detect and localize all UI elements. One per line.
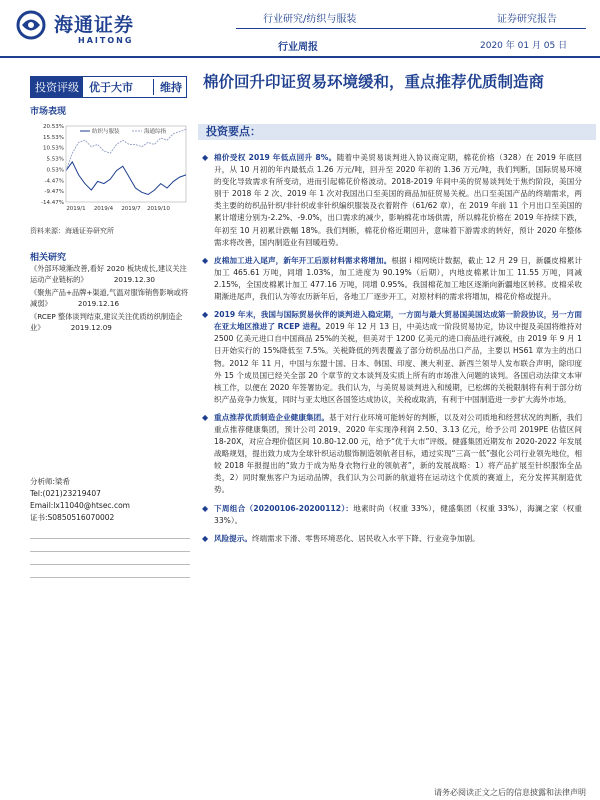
- y-tick-label: 5.53%: [46, 156, 64, 163]
- key-point-paragraph: [200, 152, 582, 249]
- analyst-blank-lines: [30, 538, 190, 590]
- paragraph-heading: 下周组合（20200106-20200112）：: [214, 503, 354, 513]
- plot-area: [66, 126, 186, 202]
- analyst-tel: Tel:(021)23219407: [30, 489, 101, 498]
- related-item-text: 《聚焦产品+品牌+渠道,气温对服饰销售影响或将减弱》: [30, 288, 189, 308]
- x-tick-label: 2019/1: [66, 206, 86, 212]
- paragraph-text: 根据 i 棉网统计数据，截止 12 月 29 日，新疆皮棉累计加工 465.61 万吨，同增 1.03%，加工进度为 90.19%（后期），内地皮棉累计加工 11.55 万吨，同减 2.15%，全国皮棉累计加工 477.16 万吨，同增 0.95%。我国棉花加工地区逐渐向新疆地区转移。皮棉采收期渐进尾声，我们认为等农历新年后，各地工厂逐步开工，对原材料的需求将增加，棉花价格或提升。: [214, 255, 582, 302]
- bullet-icon: ◆: [202, 255, 209, 265]
- key-point-paragraph: [200, 503, 582, 527]
- haitong-logo-icon: [16, 10, 46, 40]
- analyst-email[interactable]: Email:lx11040@htsec.com: [30, 501, 130, 510]
- x-tick-label: 2019/4: [93, 206, 114, 212]
- series-line: [66, 129, 186, 170]
- series-line: [66, 162, 186, 195]
- x-tick-label: 2019/7: [121, 206, 141, 212]
- report-label: 证券研究报告: [497, 14, 557, 25]
- page-title: 棉价回升印证贸易环境缓和，重点推荐优质制造商: [203, 73, 545, 91]
- footer-disclaimer[interactable]: 请务必阅读正文之后的信息披露和法律声明: [434, 788, 586, 797]
- y-tick-label: 15.53%: [43, 134, 64, 141]
- header-rule: [0, 56, 600, 58]
- paragraph-text: 终端需求下滑、零售环境恶化、居民收入水平下降、行业竞争加剧。: [251, 533, 480, 543]
- related-item-date: 2019.12.09: [70, 322, 112, 332]
- key-point-paragraph: [200, 412, 582, 497]
- related-item-text: 《RCEP 整体谈判结束,建议关注优质纺织制造企业》: [30, 312, 183, 332]
- report-date: 2020 年 01 月 05 日: [480, 41, 568, 51]
- key-point-paragraph: [200, 533, 582, 545]
- y-tick-label: -14.47%: [41, 200, 64, 206]
- related-item[interactable]: [30, 288, 190, 309]
- paragraph-heading: 重点推荐优质制造企业健康集团。: [214, 412, 330, 422]
- bullet-icon: ◆: [202, 412, 209, 422]
- analyst-name: 分析师:梁希: [30, 477, 71, 486]
- paragraph-heading: 棉价受权 2019 年低点回升 8%。: [214, 153, 337, 162]
- analyst-cert: 证书:S0850516070002: [30, 513, 115, 522]
- related-title: 相关研究: [30, 253, 67, 263]
- bullet-icon: ◆: [202, 310, 209, 320]
- rating-label: 投资评级: [31, 77, 83, 97]
- key-point-paragraph: [200, 309, 582, 406]
- y-tick-label: 0.53%: [46, 167, 64, 174]
- x-tick-label: 2019/10: [147, 206, 170, 212]
- bullet-icon: ◆: [202, 503, 209, 513]
- paragraph-heading: 皮棉加工进入尾声，新年开工后原材料需求将增加。: [214, 255, 392, 265]
- analyst-info: [30, 476, 130, 524]
- y-tick-label: -9.47%: [44, 189, 64, 196]
- related-item-date: 2019.12.30: [113, 274, 155, 284]
- paragraph-text: 随着中美贸易谈判进入协议商定期，棉花价格（328）在 2019 年底回升，从 10 月初的年内最低点 1.26 万元/吨，回升至 2020 年初的 1.36 万元/吨，我们判断，国际贸易环境的变化导致需求有所变动，进而引起棉花价格波动。2018-2019 年间中美的贸易谈判处于焦灼阶段，美国分别于 2018 年 2 次、2019 年 1 次对我国出口至美国的商品加征贸易关税。出口至美国产品的终端需求，两类主要的纺织品针织/非针织或非针织编织服装及衣着附件（61/62 章），在 2019 年前 11 个月出口至美国的累计增速分别为-2.2%、-9.0%，出口需求的减少，影响棉花市场供需，所以棉花价格在 2019 年持续下跌，年初至 10 月初累计跌幅 18%。我们判断，棉花价格近期回升，意味着下游需求的转好，预计 2020 年整体需求将改善，国内制造业有回暖趋势。: [214, 153, 582, 247]
- paragraph-text: 基于对行业环境可能转好的判断，以及对公司质地和经营状况的判断，我们重点推荐健康集团，预计公司 2019、2020 年实现净利润 2.50、3.13 亿元，给予公司 2019PE 估值区间 18-20X，对应合理价值区间 10.80-12.00 元，给予“优于大市”评级。健盛集团近期发布 2020-2022 年发展战略规划，提出致力成为全球针织运动服饰制造领航者目标，通过实现“三高一低”强化公司行业领先地位，相较 2018 年报提出的“致力于成为贴身衣物行业的领航者”，新的发展战略：1）将产品扩展至针织服饰全品类，2）同时聚焦客户为运动品牌，我们认为公司新的航道将在运动这个优质的赛道上，充分发挥其制造优势。: [214, 412, 583, 495]
- logo-english: HAITONG: [78, 36, 134, 45]
- related-item-date: 2019.12.16: [77, 298, 120, 308]
- key-points-heading: 投资要点：: [198, 124, 596, 140]
- y-tick-label: -4.47%: [44, 178, 64, 185]
- paragraph-heading: 2019 年末，我国与国际贸易伙伴的谈判进入稳定期，一方面与最大贸易国美国达成第一阶段协议，另一方面在亚太地区推进了 RCEP 进程。: [214, 310, 582, 332]
- report-category: 行业研究/纺织与服装: [263, 14, 357, 25]
- legend-label: 纺织与服装: [92, 129, 120, 135]
- key-points-body: [200, 152, 582, 551]
- related-list: [30, 264, 190, 336]
- market-chart: [30, 120, 190, 215]
- report-type: 行业周报: [278, 42, 318, 53]
- paragraph-text: 地素时尚（权重 33%），健盛集团（权重 33%），海澜之家（权重 33%）。: [214, 503, 582, 525]
- related-item[interactable]: [30, 264, 190, 285]
- rating-change: 维持: [153, 79, 186, 95]
- related-item-text: 《外部环境渐改善,看好 2020 板块成长,建议关注运动产业链标的》: [30, 264, 187, 284]
- chart-source: 资料来源：海通证券研究所: [30, 227, 114, 235]
- market-title: 市场表现: [30, 107, 67, 117]
- bullet-icon: ◆: [202, 533, 209, 543]
- logo-chinese: 海通证券: [54, 14, 135, 36]
- rating-value: 优于大市: [89, 81, 133, 94]
- header-divider: [236, 28, 586, 29]
- y-tick-label: 10.53%: [43, 145, 64, 152]
- paragraph-text: 2019 年 12 月 13 日，中美达成一阶段贸易协定，协议中提及美国将维持对 2500 亿美元进口自中国商品 25%的关税，但美对于 1200 亿美元的进口商品进行减税，由 2019 年 9 月 1 日开始实行的 15%降低至 7.5%。关税降低的列表覆盖了部分纺织品出口产品，主要以 HS61 章为主的出口物。2012 年 11 月，中国与东盟十国、日本、韩国、印度、澳大利亚、新西兰领导人发布联合声明，除印度外 15 个成员国已经关全部 20 个章节的文本谈判及实质上所有的市场准入问题的谈判。各国启动法律文本审核工作，以便在 2020 年签署协定。我们认为，与美贸易谈判进入和缓期，已松绑的关税限制将有利于部分纺织产品竞争力恢复，同时与亚太地区各国签达成协议，关税或取消，有利于中国制造进一步扩大海外市场。: [214, 322, 583, 404]
- key-point-paragraph: [200, 255, 582, 303]
- rating-box: [30, 76, 187, 98]
- legend-label: 海通综指: [144, 129, 167, 135]
- bullet-icon: ◆: [202, 153, 209, 162]
- paragraph-heading: 风险提示。: [214, 533, 252, 543]
- y-tick-label: 20.53%: [43, 124, 64, 130]
- related-item[interactable]: [30, 312, 190, 333]
